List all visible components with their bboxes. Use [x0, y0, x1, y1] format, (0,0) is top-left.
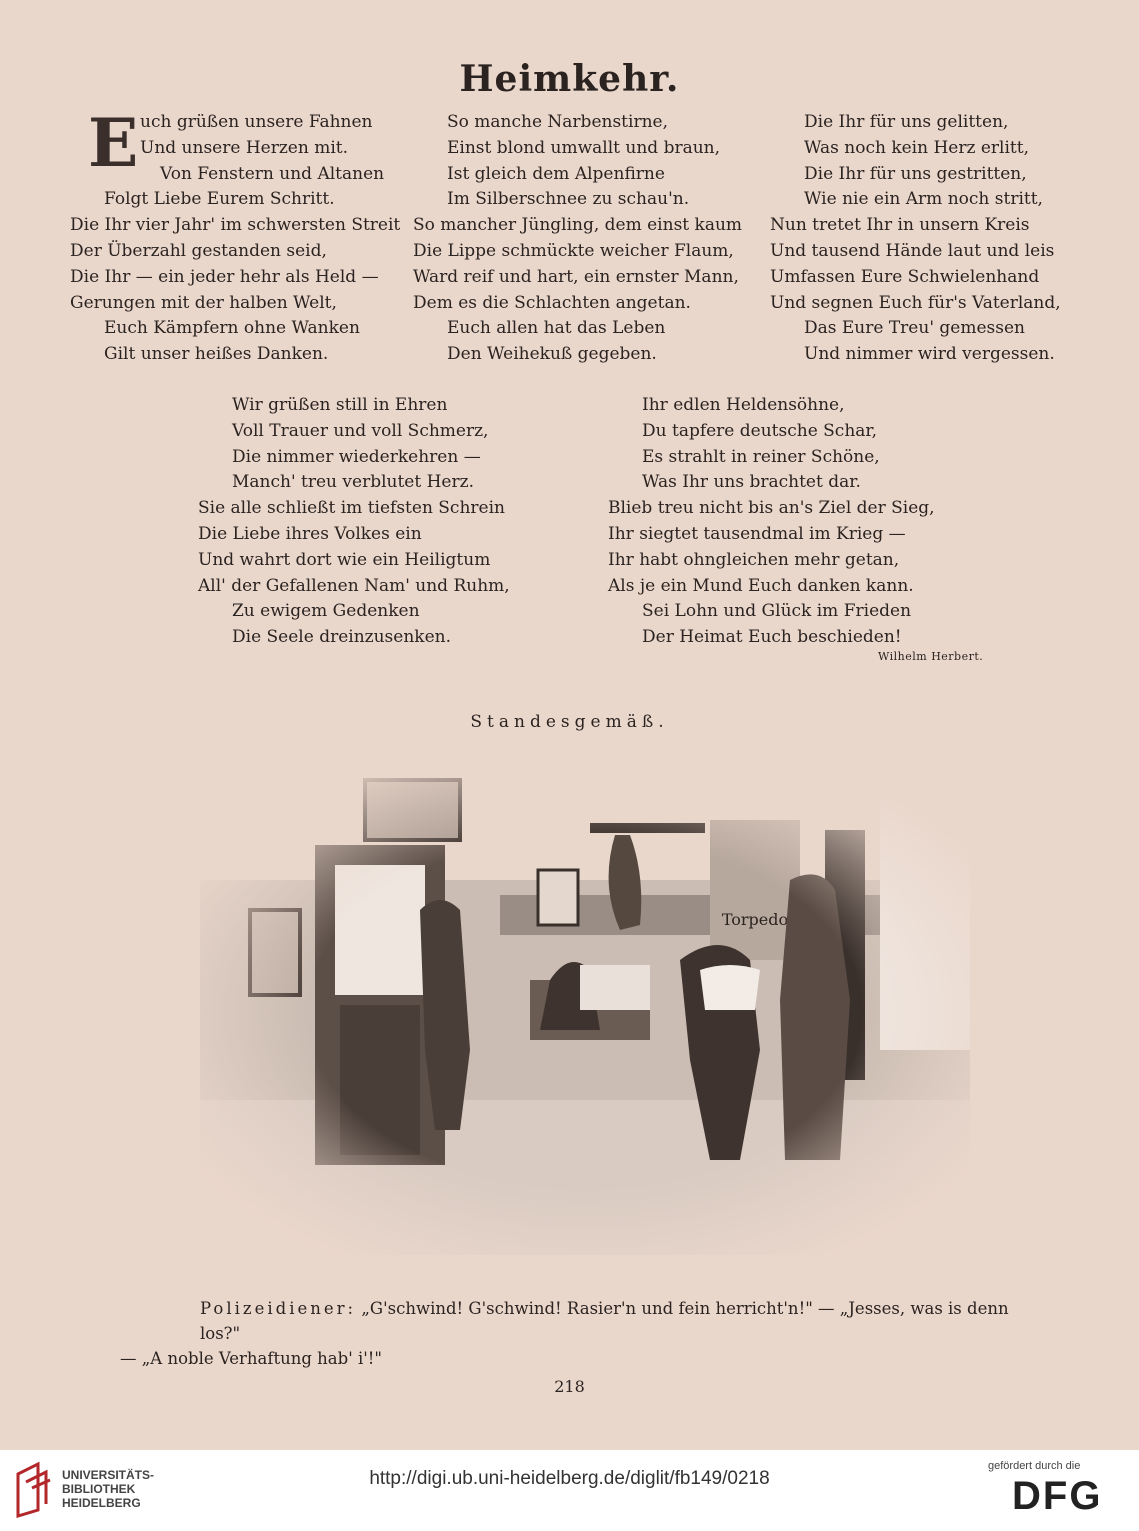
poem-line: So mancher Jüngling, dem einst kaum: [413, 215, 743, 236]
poem-line: uch grüßen unsere Fahnen: [140, 112, 373, 132]
poem-line: Der Heimat Euch beschieden!: [642, 627, 902, 648]
poem-line: Von Fenstern und Altanen: [160, 163, 385, 184]
poem-line: Im Silberschnee zu schau'n.: [447, 189, 690, 210]
poem-line: Die Liebe ihres Volkes ein: [198, 523, 422, 544]
poem-line: Die Ihr für uns gelitten,: [804, 112, 1009, 132]
poem-line: Folgt Liebe Eurem Schritt.: [104, 189, 335, 210]
stanza-right: [608, 393, 935, 651]
poem-line: Ihr habt ohngleichen mehr getan,: [608, 549, 900, 570]
caption-speaker: Polizeidiener:: [200, 1299, 357, 1318]
poem-column-2: [413, 110, 742, 368]
poem-line: Sei Lohn und Glück im Frieden: [642, 601, 912, 622]
footer-bar: [0, 1450, 1139, 1531]
poem-line: Blieb treu nicht bis an's Ziel der Sieg,: [608, 498, 935, 519]
drop-cap: E: [88, 104, 139, 182]
poem-line: Gilt unser heißes Danken.: [104, 344, 329, 365]
poem-line: Und segnen Euch für's Vaterland,: [770, 292, 1061, 313]
poem-line: Euch allen hat das Leben: [447, 318, 666, 339]
poem-line: Sie alle schließt im tiefsten Schrein: [198, 498, 505, 519]
poem-line: Die Seele dreinzusenken.: [232, 627, 452, 648]
poem-line: Der Überzahl gestanden seid,: [70, 240, 327, 261]
poem-line: Umfassen Eure Schwielenhand: [770, 266, 1040, 287]
poem-line: Die Ihr für uns gestritten,: [804, 163, 1027, 184]
poem-line: Nun tretet Ihr in unsern Kreis: [770, 215, 1030, 236]
poem-column-3: [770, 110, 1061, 368]
poem-line: So manche Narbenstirne,: [447, 112, 668, 132]
dfg-logo[interactable]: DFG: [1012, 1474, 1103, 1518]
poem-title: Heimkehr.: [459, 58, 680, 100]
poem-line: Und nimmer wird vergessen.: [804, 344, 1055, 365]
poem-line: Den Weihekuß gegeben.: [447, 344, 657, 365]
poem-author: Wilhelm Herbert.: [878, 650, 984, 663]
poem-column-1: [70, 104, 401, 368]
poem-line: All' der Gefallenen Nam' und Ruhm,: [198, 575, 510, 596]
poem-line: Ward reif und hart, ein ernster Mann,: [413, 266, 739, 287]
poem-line: Es strahlt in reiner Schöne,: [642, 446, 880, 467]
poem-line: Zu ewigem Gedenken: [232, 601, 420, 622]
stanza-left: [198, 393, 510, 651]
caption-line-1: „G'schwind! G'schwind! Rasier'n und fein herricht'n!" — „Jesses, was is denn los?": [200, 1299, 1009, 1343]
poem-line: Die Ihr — ein jeder hehr als Held —: [70, 266, 379, 287]
barbershop-illustration: [200, 770, 970, 1255]
poem-line: Die nimmer wiederkehren —: [232, 446, 481, 467]
poem-line: Als je ein Mund Euch danken kann.: [608, 575, 914, 596]
poem-line: Und tausend Hände laut und leis: [770, 240, 1055, 261]
library-name-line: UNIVERSITÄTS-: [62, 1468, 155, 1482]
library-name-line: BIBLIOTHEK: [62, 1482, 136, 1496]
poem-line: Euch Kämpfern ohne Wanken: [104, 318, 360, 339]
poem-line: Du tapfere deutsche Schar,: [642, 420, 878, 441]
poem-line: Gerungen mit der halben Welt,: [70, 292, 337, 313]
funded-by-label: gefördert durch die: [988, 1460, 1081, 1472]
poem-line: Die Ihr vier Jahr' im schwersten Streit: [70, 215, 401, 236]
page-number: 218: [554, 1377, 585, 1396]
library-name-line: HEIDELBERG: [62, 1496, 141, 1510]
poem-line: Ihr siegtet tausendmal im Krieg —: [608, 523, 906, 544]
poem-line: Was noch kein Herz erlitt,: [804, 137, 1029, 158]
poem-line: Dem es die Schlachten angetan.: [413, 292, 691, 313]
poem-line: Und unsere Herzen mit.: [140, 137, 349, 158]
caption-line-2: — „A noble Verhaftung hab' i'!": [120, 1349, 383, 1368]
poem-line: Die Lippe schmückte weicher Flaum,: [413, 240, 734, 261]
cartoon-caption: [120, 1296, 1040, 1371]
poem-line: Wir grüßen still in Ehren: [232, 395, 448, 415]
vignette: [200, 770, 970, 1255]
cartoon-title: Standesgemäß.: [470, 712, 669, 732]
poem-line: Voll Trauer und voll Schmerz,: [232, 420, 489, 441]
poem-line: Das Eure Treu' gemessen: [804, 318, 1025, 339]
poem-line: Ihr edlen Heldensöhne,: [642, 395, 845, 415]
poem-line: Wie nie ein Arm noch stritt,: [804, 189, 1043, 210]
poem-line: Manch' treu verblutet Herz.: [232, 472, 474, 493]
poem-line: Was Ihr uns brachtet dar.: [642, 472, 861, 493]
permalink-url[interactable]: http://digi.ub.uni-heidelberg.de/diglit/fb149/0218: [369, 1468, 770, 1489]
poem-line: Einst blond umwallt und braun,: [447, 137, 721, 158]
poem-line: Ist gleich dem Alpenfirne: [447, 163, 665, 184]
poem-line: Und wahrt dort wie ein Heiligtum: [198, 549, 491, 570]
